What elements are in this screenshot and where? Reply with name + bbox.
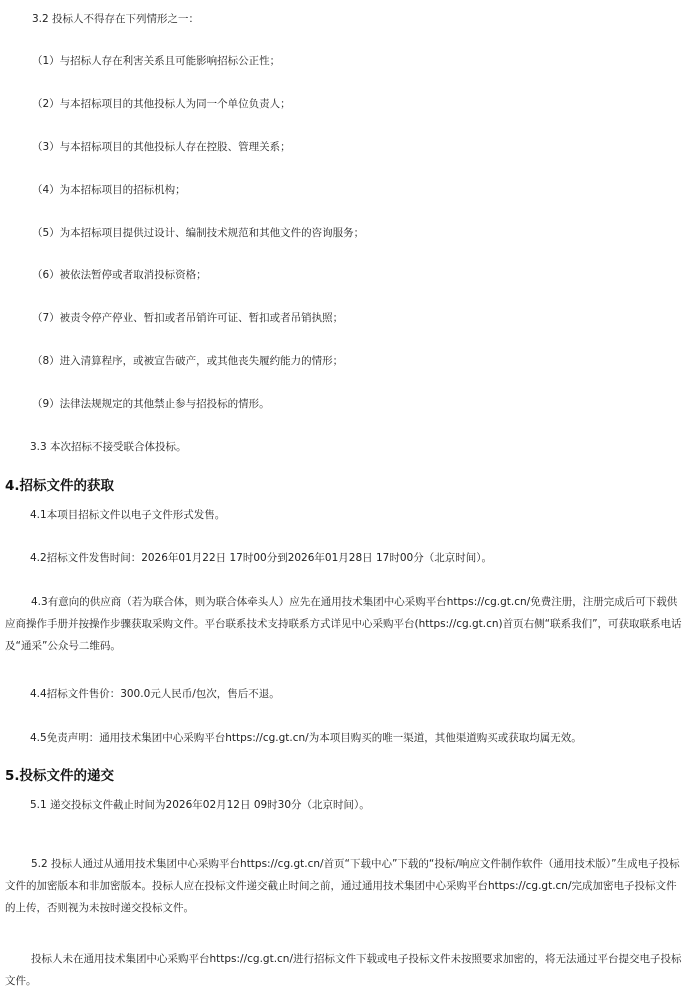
clause-3-2-item-1: （1）与招标人存在利害关系且可能影响招标公正性； (32, 55, 281, 67)
clause-3-2-heading: 3.2 投标人不得存在下列情形之一： (32, 13, 200, 25)
clause-5-1: 5.1 递交投标文件截止时间为2026年02月12日 09时30分（北京时间）。 (30, 799, 370, 811)
clause-3-2-item-8: （8）进入清算程序，或被宣告破产，或其他丧失履约能力的情形； (32, 355, 344, 367)
clause-3-3: 3.3 本次招标不接受联合体投标。 (30, 441, 187, 453)
section-5-heading: 5.投标文件的递交 (5, 768, 115, 784)
clause-3-2-item-4: （4）为本招标项目的招标机构； (32, 184, 186, 196)
clause-3-2-item-3: （3）与本招标项目的其他投标人存在控股、管理关系； (32, 141, 291, 153)
clause-4-3: 4.3有意向的供应商（若为联合体，则为联合体牵头人）应先在通用技术集团中心采购平台https://cg.gt.cn/免费注册，注册完成后可下载供应商操作手册并按操作步骤获取采购文件。平台联系技术支持联系方式详见中心采购平台(https://cg.gt.cn)首页右侧“联系我们”，可获取联系电话及“通采”公众号二维码。 (5, 596, 682, 652)
clause-3-2-item-2: （2）与本招标项目的其他投标人为同一个单位负责人； (32, 98, 291, 110)
clause-3-2-item-9: （9）法律法规规定的其他禁止参与招投标的情形。 (32, 398, 270, 410)
clause-4-1: 4.1本项目招标文件以电子文件形式发售。 (30, 509, 226, 521)
clause-3-2-item-5: （5）为本招标项目提供过设计、编制技术规范和其他文件的咨询服务； (32, 227, 365, 239)
clause-4-4: 4.4招标文件售价：300.0元人民币/包次，售后不退。 (30, 688, 280, 700)
clause-4-5: 4.5免责声明：通用技术集团中心采购平台https://cg.gt.cn/为本项目购买的唯一渠道，其他渠道购买或获取均属无效。 (30, 732, 582, 744)
section-4-heading: 4.招标文件的获取 (5, 478, 115, 494)
clause-3-2-item-6: （6）被依法暂停或者取消投标资格； (32, 269, 207, 281)
clause-5-2-note: 投标人未在通用技术集团中心采购平台https://cg.gt.cn/进行招标文件下载或电子投标文件未按照要求加密的，将无法通过平台提交电子投标文件。 (5, 953, 682, 987)
clause-4-2: 4.2招标文件发售时间：2026年01月22日 17时00分到2026年01月28日 17时00分（北京时间）。 (30, 552, 492, 564)
clause-3-2-item-7: （7）被责令停产停业、暂扣或者吊销许可证、暂扣或者吊销执照； (32, 312, 344, 324)
clause-5-2: 5.2 投标人通过从通用技术集团中心采购平台https://cg.gt.cn/首页“下载中心”下载的“投标/响应文件制作软件（通用技术版）”生成电子投标文件的加密版本和非加密版本。投标人应在投标文件递交截止时间之前，通过通用技术集团中心采购平台https://cg.gt.cn/完成加密电子投标文件的上传，否则视为未按时递交投标文件。 (5, 858, 680, 914)
